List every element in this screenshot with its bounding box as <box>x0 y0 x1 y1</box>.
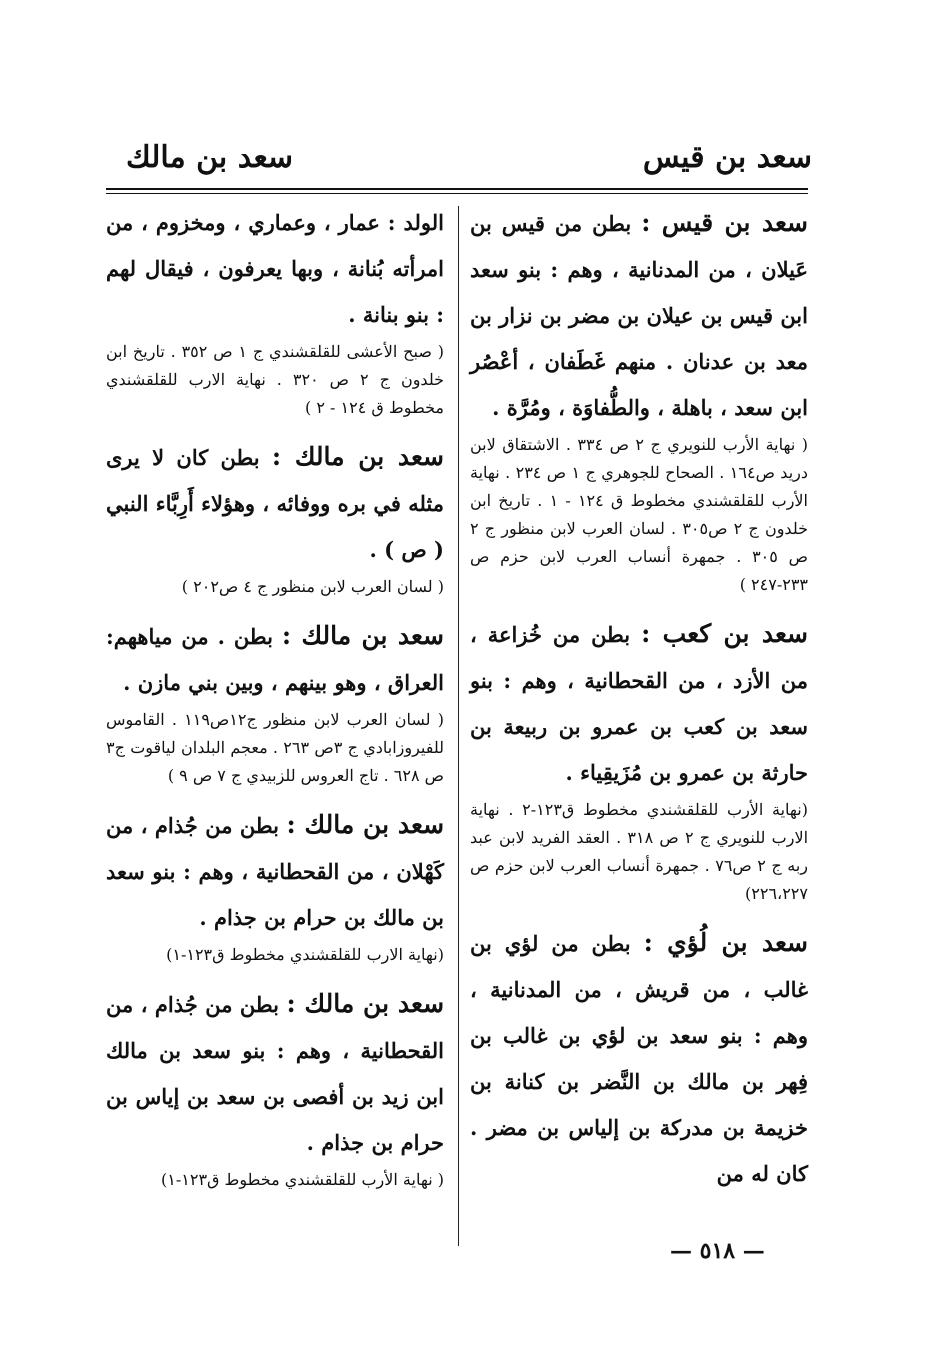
entry-heading: سعد بن قيس : <box>641 208 809 237</box>
entry-heading: سعد بن لُؤي : <box>643 928 808 957</box>
entry-references: (نهاية الارب للقلقشندي مخطوط ق١٢٣-١) <box>166 945 444 964</box>
entry-heading: سعد بن مالك : <box>286 989 445 1018</box>
running-header-left: سعد بن مالك <box>126 140 294 175</box>
entry-saad-bin-qays <box>470 200 808 599</box>
entry-saad-bin-malik-2 <box>106 613 444 790</box>
running-header-right: سعد بن قيس <box>642 140 812 175</box>
entry-saad-bin-malik-3 <box>106 802 444 969</box>
entry-body <box>470 920 808 1197</box>
entry-heading: سعد بن مالك : <box>271 442 445 471</box>
entry-heading: سعد بن مالك : <box>281 621 444 650</box>
entry-saad-bin-kaab <box>470 611 808 908</box>
entry-continuation <box>106 200 444 422</box>
entry-references: ( لسان العرب لابن منظور ج ٤ ص٢٠٢ ) <box>181 577 444 596</box>
entry-body <box>106 434 444 573</box>
header-rule <box>106 188 808 194</box>
entry-text: بطن . من مياههم: العراق ، وهو بينهم ، وبين بني مازن . <box>106 624 444 695</box>
entry-body <box>106 802 444 941</box>
entry-references: ( صبح الأعشى للقلقشندي ج ١ ص ٣٥٢ . تاريخ ابن خلدون ج ٢ ص ٣٢٠ . نهاية الارب للقلقشندي مخطوط ق ١٢٤ - ٢ ) <box>106 342 445 417</box>
entry-body <box>470 200 808 431</box>
right-column <box>470 200 808 1205</box>
entry-text: بطن من لؤي بن غالب ، من قريش ، من المدنانية ، وهم : بنو سعد بن لؤي بن غالب بن فِهر بن مالك بن النَّضر بن كنانة بن خزيمة بن مدركة بن إلياس بن مضر . كان له من <box>470 931 808 1186</box>
entry-saad-bin-malik-1 <box>106 434 444 601</box>
entry-references: ( لسان العرب لابن منظور ج١٢ص١١٩ . القاموس للفيروزابادي ج ٣ص ٢٦٣ . معجم البلدان لياقوت ج٣ ص ٦٢٨ . تاج العروس للزبيدي ج ٧ ص ٩ ) <box>106 710 445 785</box>
entry-text: بطن من قيس بن عَيلان ، من المدنانية ، وهم : بنو سعد ابن قيس بن عيلان بن مضر بن نزار بن معد بن عدنان . منهم غَطَفان ، أعْصُر ابن سعد ، باهلة ، والطُّفاوَة ، ومُرَّة . <box>470 211 808 420</box>
entry-references: ( نهاية الأرب للقلقشندي مخطوط ق١٢٣-١) <box>161 1170 444 1189</box>
entry-text: بطن من جُذام ، من القحطانية ، وهم : بنو سعد بن مالك ابن زيد بن أفصى بن سعد بن إياس بن حرام بن جذام . <box>106 992 444 1155</box>
entry-references: (نهاية الأرب للقلقشندي مخطوط ق١٢٣-٢ . نهاية الارب للنويري ج ٢ ص ٣١٨ . العقد الفريد لابن عبد ربه ج ٢ ص٧٦ . جمهرة أنساب العرب لابن حزم ص ٢٢٦،٢٢٧) <box>470 800 809 903</box>
entry-body <box>106 981 444 1166</box>
entry-text: بطن من خُزاعة ، من الأزد ، من القحطانية ، وهم : بنو سعد بن كعب بن عمرو بن ربيعة بن حارثة بن عمرو بن مُزَيقِياء . <box>470 622 808 785</box>
entry-text: بطن من جُذام ، من كَهْلان ، من القحطانية ، وهم : بنو سعد بن مالك بن حرام بن جذام . <box>106 813 444 930</box>
entry-text: بطن كان لا يرى مثله في بره ووفائه ، وهؤلاء أَرِبَّاء النبي ( ص ) . <box>106 445 444 562</box>
entry-body: الولد : عمار ، وعماري ، ومخزوم ، من امرأته بُنانة ، وبها يعرفون ، فيقال لهم : بنو بنانة . <box>106 210 444 327</box>
left-column <box>106 200 444 1206</box>
column-divider <box>458 206 459 1246</box>
entry-references: ( نهاية الأرب للنويري ج ٢ ص ٣٣٤ . الاشتقاق لابن دريد ص١٦٤ . الصحاح للجوهري ج ١ ص ٢٣٤ . نهاية الأرب للقلقشندي مخطوط ق ١٢٤ - ١ . تاريخ ابن خلدون ج ٢ ص٣٠٥ . لسان العرب لابن منظور ج ٢ ص ٣٠٥ . جمهرة أنساب العرب لابن حزم ص ٢٣٣-٢٤٧ ) <box>470 435 809 594</box>
page-number: — ٥١٨ — <box>670 1238 765 1264</box>
entry-body <box>106 613 444 706</box>
entry-heading: سعد بن كعب : <box>641 619 808 648</box>
entry-body <box>470 611 808 796</box>
entry-saad-bin-luayy <box>470 920 808 1197</box>
entry-saad-bin-malik-4 <box>106 981 444 1194</box>
entry-heading: سعد بن مالك : <box>286 810 445 839</box>
